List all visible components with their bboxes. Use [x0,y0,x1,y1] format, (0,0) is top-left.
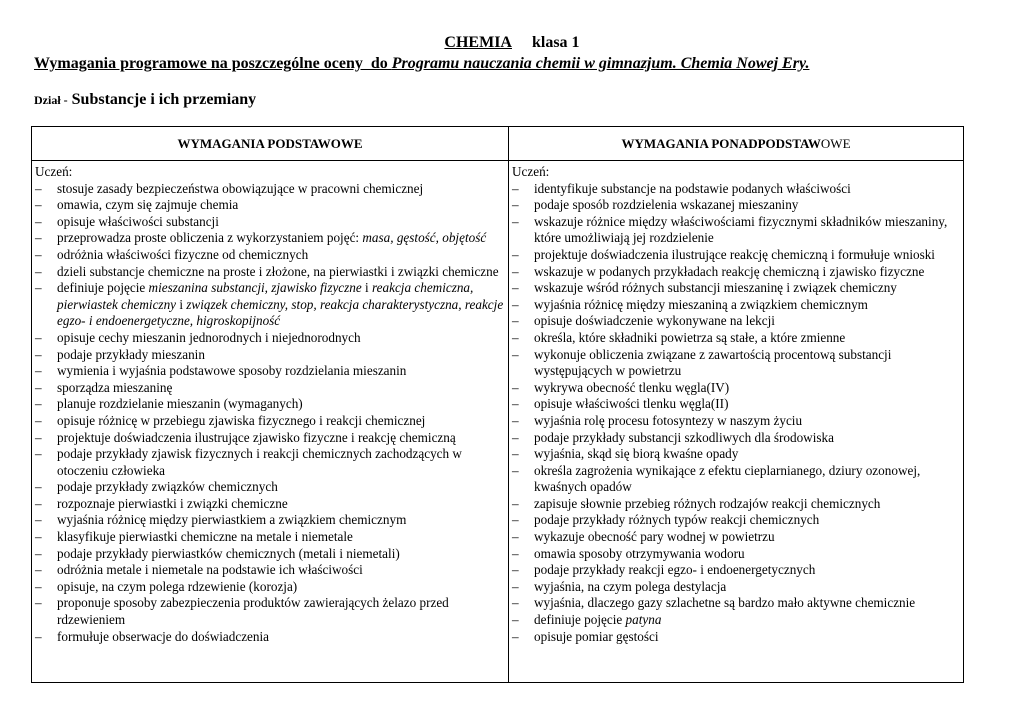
list-item: – dzieli substancje chemiczne na proste i złożone, na pierwiastki i związki chemiczne [35,263,499,279]
list-item: – podaje przykłady związków chemicznych [35,479,278,495]
list-item: – opisuje właściwości substancji [35,213,219,229]
list-item: – planuje rozdzielanie mieszanin (wymaganych) [35,396,303,412]
subject-name: CHEMIA [444,34,512,51]
list-item: – projektuje doświadczenia ilustrujące zjawisko fizyczne i reakcję chemiczną [35,429,456,445]
list-item: – wykazuje obecność pary wodnej w powietrzu [512,529,775,545]
list-item: – opisuje pomiar gęstości [512,628,659,644]
list-item: – omawia sposoby otrzymywania wodoru [512,545,745,561]
list-item: – wyjaśnia różnicę między pierwiastkiem a związkiem chemicznym [35,512,407,528]
list-item: – klasyfikuje pierwiastki chemiczne na metale i niemetale [35,529,353,545]
list-item: – przeprowadza proste obliczenia z wykorzystaniem pojęć: masa, gęstość, objętość [35,230,487,246]
pupil-lead: Uczeń: [35,164,73,179]
list-item: – opisuje właściwości tlenku węgla(II) [512,396,729,412]
basic-requirements-list [35,181,508,646]
term-patyna: patyna [625,612,662,628]
list-item: – wyjaśnia, dlaczego gazy szlachetne są bardzo mało aktywne chemicznie [512,595,916,611]
list-item: – omawia, czym się zajmuje chemia [35,197,239,213]
list-item: – podaje przykłady substancji szkodliwych dla środowiska [512,429,834,445]
list-item: – wyjaśnia, na czym polega destylacja [512,578,727,594]
list-item: – sporządza mieszaninę [35,379,173,395]
advanced-requirements-heading: WYMAGANIA PONADPODSTAWOWE [509,127,963,161]
document-subtitle [34,54,994,74]
list-item: – wskazuje w podanych przykładach reakcję chemiczną i zjawisko fizyczne [512,263,925,279]
list-item: – definiuje pojęcie mieszanina substancji, zjawisko fizyczne i reakcja chemiczna, pierwiastek chemiczny i związek chemiczny, stop, reakcja charakterystyczna, reakcje egzo- i endoenergetyczne, higroskopijność [35,280,504,329]
list-item: – wyjaśnia, skąd się biorą kwaśne opady [512,446,739,462]
list-item: – wyjaśnia różnicę między mieszaniną a związkiem chemicznym [512,296,868,312]
list-item: – formułuje obserwacje do doświadczenia [35,628,270,644]
list-item: – opisuje, na czym polega rdzewienie (korozja) [35,578,298,594]
basic-requirements-heading: WYMAGANIA PODSTAWOWE [32,127,508,161]
list-item: – wymienia i wyjaśnia podstawowe sposoby rozdzielania mieszanin [35,363,407,379]
basic-requirements-column [32,127,509,682]
list-item: – zapisuje słownie przebieg różnych rodzajów reakcji chemicznych [512,495,881,511]
advanced-requirements-list [512,181,963,646]
grade-label: klasa 1 [531,34,580,51]
advanced-requirements-column [509,127,963,682]
list-item: – stosuje zasady bezpieczeństwa obowiązujące w pracowni chemicznej [35,180,424,196]
pupil-lead: Uczeń: [512,164,550,179]
list-item: – podaje przykłady mieszanin [35,346,205,362]
list-item: – wykrywa obecność tlenku węgla(IV) [512,379,730,395]
list-item: – wskazuje różnice między właściwościami fizycznymi składników mieszaniny, które umożliwiają jej rozdzielenie [512,213,948,246]
section-heading [34,91,256,109]
section-label: Dział - [34,93,68,107]
list-item: – opisuje cechy mieszanin jednorodnych i niejednorodnych [35,329,361,345]
list-item: – rozpoznaje pierwiastki i związki chemiczne [35,495,288,511]
term-list: masa, gęstość, objętość [362,230,487,246]
subtitle-plain: Wymagania programowe na poszczególne oceny do [34,55,392,72]
list-item: – podaje przykłady zjawisk fizycznych i reakcji chemicznych zachodzących w otoczeniu człowieka [35,446,462,478]
list-item: – podaje przykłady reakcji egzo- i endoenergetycznych [512,562,816,578]
list-item: – określa, które składniki powietrza są stałe, a które zmienne [512,329,846,345]
list-item: – podaje sposób rozdzielenia wskazanej mieszaniny [512,197,799,213]
list-item: – opisuje różnicę w przebiegu zjawiska fizycznego i reakcji chemicznej [35,412,426,428]
list-item: – proponuje sposoby zabezpieczenia produktów zawierających żelazo przed rdzewieniem [35,595,449,628]
list-item: – odróżnia metale i niemetale na podstawie ich właściwości [35,562,363,578]
subtitle-program: Programu nauczania chemii w gimnazjum. Chemia Nowej Ery. [391,55,810,72]
list-item: – definiuje pojęcie patyna [512,612,662,628]
list-item: – wyjaśnia rolę procesu fotosyntezy w naszym życiu [512,412,803,428]
requirements-table [31,126,964,683]
list-item: – wykonuje obliczenia związane z zawartością procentową substancji występujących w powietrzu [512,346,892,379]
list-item: – wskazuje wśród różnych substancji mieszaninę i związek chemiczny [512,280,897,296]
list-item: – odróżnia właściwości fizyczne od chemicznych [35,246,309,262]
list-item: – określa zagrożenia wynikające z efektu cieplarnianego, dziury ozonowej, kwaśnych opadów [512,462,921,495]
list-item: – identyfikuje substancje na podstawie podanych właściwości [512,180,851,196]
list-item: – podaje przykłady pierwiastków chemicznych (metali i niemetali) [35,545,400,561]
list-item: – opisuje doświadczenie wykonywane na lekcji [512,313,775,329]
list-item: – podaje przykłady różnych typów reakcji chemicznych [512,512,820,528]
document-title [0,34,1024,52]
section-name: Substancje i ich przemiany [71,91,257,108]
list-item: – projektuje doświadczenia ilustrujące reakcję chemiczną i formułuje wnioski [512,246,935,262]
